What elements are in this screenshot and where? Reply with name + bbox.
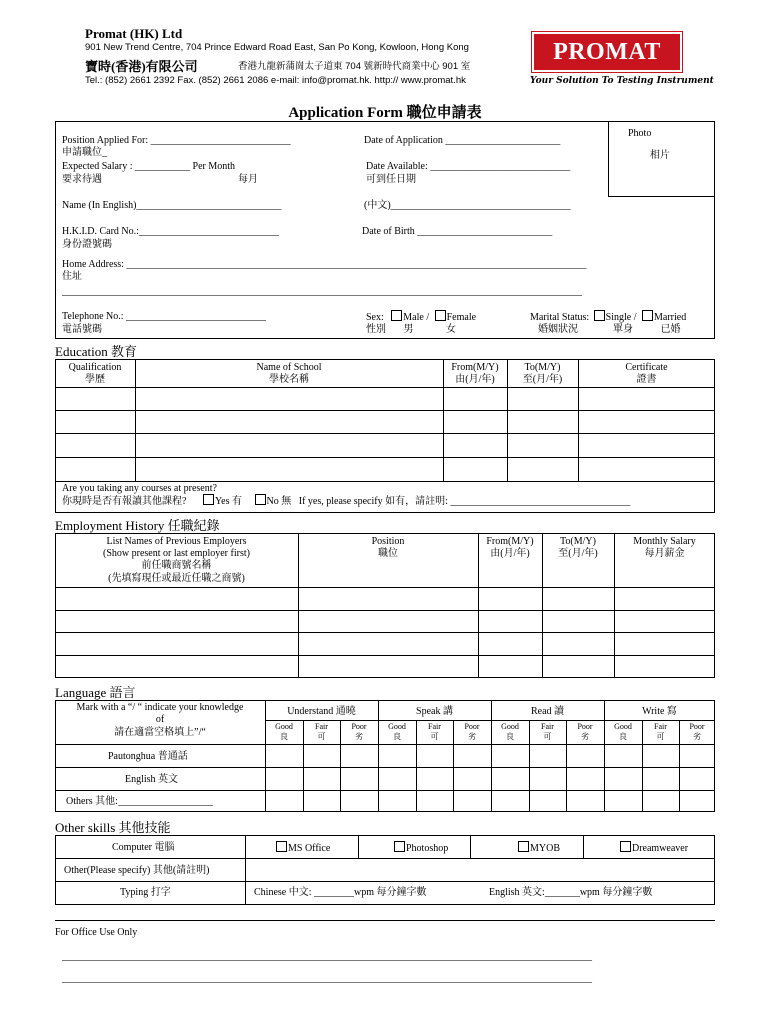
edu-header-from-cn: 由(月/年): [455, 374, 495, 385]
level-fair-cn: 可: [656, 732, 665, 741]
level-poor-cn: 劣: [468, 732, 476, 741]
company-name: Promat (HK) Ltd: [85, 26, 183, 41]
edu-header-to: To(M/Y): [524, 362, 561, 373]
level-poor-cn: 劣: [581, 732, 589, 741]
edu-header-certificate-cn: 證書: [636, 374, 657, 385]
married-checkbox[interactable]: [642, 310, 653, 321]
emp-header-employer-note: (Show present or last employer first): [103, 548, 250, 559]
myob-label: MYOB: [530, 843, 561, 854]
level-poor: Poor: [577, 722, 593, 731]
form-title: Application Form 職位申請表: [288, 105, 482, 121]
company-name-cn: 寶時(香港)有限公司: [85, 59, 198, 74]
edu-header-school: Name of School: [256, 362, 322, 373]
dreamweaver-option: [620, 841, 688, 855]
level-fair: Fair: [654, 722, 667, 731]
photo-box-bottom: [608, 196, 715, 197]
hkid-field[interactable]: H.K.I.D. Card No.:____________________________: [62, 226, 279, 237]
other-specify-label: Other(Please specify) 其他(請註明): [64, 865, 210, 876]
skills-row-divider: [55, 858, 715, 859]
language-row-putonghua: Pautonghua 普通話: [108, 751, 188, 762]
male-label: Male /: [403, 312, 430, 323]
chinese-typing-field[interactable]: Chinese 中文: ________wpm 每分鐘字數: [254, 887, 427, 898]
skills-col-divider: [470, 835, 471, 858]
promat-logo: PROMAT: [532, 32, 682, 72]
edu-header-qualification-cn: 學歷: [85, 374, 105, 385]
lang-row-divider: [55, 744, 715, 745]
skills-row-divider: [55, 881, 715, 882]
marital-status-label: [530, 310, 686, 324]
home-address-cn: 住址: [62, 271, 82, 282]
skills-col-divider: [245, 835, 246, 905]
office-divider: [55, 920, 715, 921]
level-poor: Poor: [689, 722, 705, 731]
level-good-cn: 良: [280, 732, 288, 741]
emp-header-from: From(M/Y): [486, 536, 534, 547]
language-instruction-cn: 請在適當空格填上”/“: [114, 727, 206, 738]
ms-office-checkbox[interactable]: [276, 841, 287, 852]
home-address-field[interactable]: Home Address: ____________________________________________________________________________________________: [62, 259, 587, 270]
courses-no-checkbox[interactable]: [255, 494, 266, 505]
emp-header-salary-cn: 每月薪金: [644, 548, 685, 559]
courses-question-cn: 你現時是否有報讀其他課程?: [62, 496, 187, 507]
level-poor-cn: 劣: [693, 732, 701, 741]
edu-header-to-cn: 至(月/年): [522, 374, 563, 385]
language-instruction: Mark with a “/ “ indicate your knowledge: [76, 702, 244, 713]
emp-header-salary: Monthly Salary: [633, 536, 696, 547]
telephone-cn: 電話號碼: [62, 324, 102, 335]
courses-question: Are you taking any courses at present?: [62, 483, 217, 494]
level-good-cn: 良: [393, 732, 401, 741]
male-checkbox[interactable]: [391, 310, 402, 321]
skill-write: Write 寫: [642, 706, 677, 717]
photoshop-label: Photoshop: [406, 843, 449, 854]
level-poor: Poor: [351, 722, 367, 731]
level-good: Good: [614, 722, 632, 731]
courses-yes-label: Yes 有: [214, 496, 243, 507]
salary-field[interactable]: Expected Salary : ___________ Per Month: [62, 161, 236, 172]
sex-label: [366, 310, 476, 324]
emp-header-to: To(M/Y): [560, 536, 596, 547]
dreamweaver-checkbox[interactable]: [620, 841, 631, 852]
ms-office-option: [276, 841, 330, 855]
company-address-cn: 香港九龍新蒲崗太子道東 704 號新時代商業中心 901 室: [238, 61, 471, 72]
level-fair: Fair: [428, 722, 441, 731]
level-poor-cn: 劣: [355, 732, 363, 741]
emp-header-employer-cn: 前任職商號名稱: [141, 560, 212, 571]
myob-option: [518, 841, 560, 855]
sex-label-text: Sex:: [366, 312, 384, 323]
edu-header-from: From(M/Y): [451, 362, 499, 373]
emp-row-divider: [55, 587, 715, 588]
name-chinese-field[interactable]: (中文)____________________________________: [364, 200, 571, 211]
level-good: Good: [501, 722, 519, 731]
skills-col-divider: [358, 835, 359, 858]
sex-label-cn: 性別 男 女: [366, 324, 456, 335]
courses-row: [62, 494, 630, 508]
level-fair-cn: 可: [317, 732, 326, 741]
computer-label: Computer 電腦: [112, 842, 175, 853]
emp-row-divider: [55, 655, 715, 656]
language-row-english: English 英文: [125, 774, 179, 785]
company-address-en: 901 New Trend Centre, 704 Prince Edward Road East, San Po Kong, Kowloon, Hong Kong: [85, 42, 469, 53]
photo-label: Photo: [628, 128, 652, 139]
photoshop-option: [394, 841, 448, 855]
language-row-others[interactable]: Others 其他:___________________: [66, 796, 213, 807]
language-instruction-2: of: [155, 714, 165, 725]
edu-row-divider: [55, 410, 715, 411]
home-address-line2[interactable]: ________________________________________________________________________________________________________: [62, 286, 582, 297]
emp-header-employer: List Names of Previous Employers: [106, 536, 247, 547]
photo-box-left: [608, 121, 609, 196]
date-available-field[interactable]: Date Available: ____________________________: [366, 161, 571, 172]
level-good-cn: 良: [506, 732, 514, 741]
emp-row-divider: [55, 610, 715, 611]
marital-status-cn: 婚姻狀況 單身 已婚: [538, 324, 681, 335]
date-available-cn: 可到任日期: [366, 174, 416, 185]
office-use-title: For Office Use Only: [55, 927, 138, 938]
salary-label-cn: 要求待遇: [62, 174, 102, 185]
female-label: Female: [446, 312, 477, 323]
skills-col-divider: [583, 835, 584, 858]
education-title: Education 教育: [55, 344, 137, 359]
emp-header-position: Position: [371, 536, 405, 547]
emp-row-divider: [55, 632, 715, 633]
hkid-label-cn: 身份證號碼: [62, 239, 112, 250]
dreamweaver-label: Dreamweaver: [632, 843, 689, 854]
level-fair-cn: 可: [543, 732, 552, 741]
name-english-field[interactable]: Name (In English)_____________________________: [62, 200, 282, 211]
married-label: Married: [654, 312, 687, 323]
edu-row-divider: [55, 457, 715, 458]
edu-row-divider: [55, 433, 715, 434]
position-field[interactable]: Position Applied For: ____________________________: [62, 135, 291, 146]
lang-row-divider: [55, 790, 715, 791]
single-label: Single /: [605, 312, 637, 323]
myob-checkbox[interactable]: [518, 841, 529, 852]
typing-label: Typing 打字: [120, 887, 171, 898]
level-good-cn: 良: [619, 732, 627, 741]
female-checkbox[interactable]: [435, 310, 446, 321]
photo-label-cn: 相片: [650, 150, 670, 161]
edu-row-divider: [55, 387, 715, 388]
emp-header-position-cn: 職位: [378, 548, 398, 559]
emp-header-employer-note-cn: (先填寫現任或最近任職之商號): [108, 573, 245, 584]
level-poor: Poor: [464, 722, 480, 731]
skill-read: Read 讀: [530, 706, 565, 717]
level-fair: Fair: [315, 722, 328, 731]
single-checkbox[interactable]: [594, 310, 605, 321]
employment-title: Employment History 任職紀錄: [55, 518, 220, 533]
position-label-cn: 申請職位_: [62, 147, 107, 158]
photoshop-checkbox[interactable]: [394, 841, 405, 852]
edu-header-school-cn: 學校名稱: [269, 374, 309, 385]
lang-row-divider: [55, 767, 715, 768]
level-fair: Fair: [541, 722, 554, 731]
lang-row-divider: [265, 720, 715, 721]
skill-understand: Understand 通曉: [287, 706, 356, 717]
emp-header-to-cn: 至(月/年): [558, 548, 598, 559]
ms-office-label: MS Office: [288, 843, 331, 854]
logo-tagline: Your Solution To Testing Instrument: [530, 76, 714, 86]
telephone-field[interactable]: Telephone No.: ____________________________: [62, 311, 267, 322]
english-typing-field[interactable]: English 英文:_______wpm 每分鐘字數: [489, 887, 653, 898]
office-use-line-2[interactable]: __________________________________________________________________________________________________________: [62, 973, 592, 984]
date-of-birth-field[interactable]: Date of Birth ___________________________: [362, 226, 553, 237]
level-good: Good: [388, 722, 406, 731]
other-skills-title: Other skills 其他技能: [55, 820, 171, 835]
skill-speak: Speak 講: [416, 706, 453, 717]
date-of-application-field[interactable]: Date of Application _______________________: [364, 135, 561, 146]
courses-no-label: No 無: [266, 496, 292, 507]
per-month-cn: 每月: [238, 174, 258, 185]
level-fair-cn: 可: [430, 732, 439, 741]
courses-yes-checkbox[interactable]: [203, 494, 214, 505]
company-contact: Tel.: (852) 2661 2392 Fax. (852) 2661 2086 e-mail: info@promat.hk. http:// www.promat.hk: [85, 75, 466, 86]
emp-header-from-cn: 由(月/年): [490, 548, 530, 559]
office-use-line-1[interactable]: __________________________________________________________________________________________________________: [62, 951, 592, 962]
marital-label-text: Marital Status:: [530, 312, 590, 323]
edu-header-qualification: Qualification: [68, 362, 122, 373]
language-title: Language 語言: [55, 685, 136, 700]
courses-specify-field[interactable]: If yes, please specify 如有，請註明: ____________________________________: [298, 496, 631, 507]
level-good: Good: [275, 722, 293, 731]
edu-header-certificate: Certificate: [625, 362, 668, 373]
